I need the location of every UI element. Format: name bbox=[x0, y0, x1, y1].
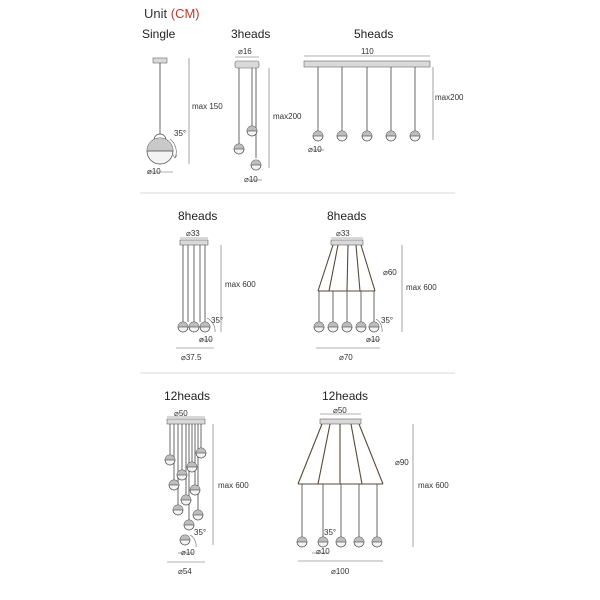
eight-b-bulb-2 bbox=[328, 322, 338, 332]
eight-b-bulb-5 bbox=[369, 322, 379, 332]
unit-value: (CM) bbox=[170, 6, 200, 21]
five-heads-title: 5heads bbox=[354, 27, 394, 41]
eight-a-canopy bbox=[180, 240, 208, 245]
twelve-heads-title-a: 12heads bbox=[164, 389, 211, 403]
eight-b-bulb-3 bbox=[342, 322, 352, 332]
single-height-label: max 150 bbox=[192, 102, 223, 111]
twelve-a-angle-label: 35° bbox=[194, 528, 207, 537]
single-title: Single bbox=[142, 27, 176, 41]
five-bulb-4 bbox=[386, 131, 396, 141]
five-bar-canopy bbox=[304, 61, 430, 67]
eight-b-ring-label: ⌀60 bbox=[383, 268, 397, 277]
twelve-a-bottom-bulb bbox=[180, 535, 190, 545]
twelve-a-diameter-label: ⌀10 bbox=[181, 548, 195, 557]
five-diameter-label: ⌀10 bbox=[308, 145, 322, 154]
five-bulb-1 bbox=[313, 131, 323, 141]
twelve-b-canopy-label: ⌀50 bbox=[333, 406, 347, 415]
twelve-b-height-label: max 600 bbox=[418, 481, 449, 490]
three-heads-title: 3heads bbox=[231, 27, 271, 41]
twelve-b-bulb-5 bbox=[372, 537, 382, 547]
twelve-b-overall-label: ⌀100 bbox=[331, 567, 350, 576]
single-globe-top bbox=[147, 138, 173, 151]
eight-a-angle-label: 35° bbox=[211, 316, 224, 325]
single-diameter-label: ⌀10 bbox=[147, 167, 161, 176]
twelve-heads-title-b: 12heads bbox=[322, 389, 369, 403]
single-angle-label: 35° bbox=[174, 129, 187, 138]
eight-a-bulb-1 bbox=[178, 322, 188, 332]
eight-a-diameter-label: ⌀10 bbox=[199, 335, 213, 344]
five-width-label: 110 bbox=[361, 47, 374, 56]
three-canopy-label: ⌀16 bbox=[238, 47, 252, 56]
eight-b-canopy bbox=[331, 240, 363, 245]
eight-heads-drawing-b bbox=[314, 238, 402, 348]
five-height-label: max200 bbox=[435, 93, 464, 102]
three-heads-drawing bbox=[234, 57, 269, 180]
twelve-b-ring-label: ⌀90 bbox=[395, 458, 409, 467]
eight-a-canopy-label: ⌀33 bbox=[186, 229, 200, 238]
twelve-a-canopy bbox=[167, 419, 205, 424]
eight-a-bulb-3 bbox=[200, 322, 210, 332]
eight-heads-title-b: 8heads bbox=[327, 209, 367, 223]
eight-heads-title-a: 8heads bbox=[178, 209, 218, 223]
twelve-b-bulb-2 bbox=[318, 537, 328, 547]
eight-a-bulb-2 bbox=[189, 322, 199, 332]
twelve-b-diameter-label: ⌀10 bbox=[316, 547, 330, 556]
twelve-heads-drawing-a bbox=[165, 417, 213, 562]
eight-b-canopy-label: ⌀33 bbox=[336, 229, 350, 238]
three-height-label: max200 bbox=[273, 112, 302, 121]
eight-b-diameter-label: ⌀10 bbox=[366, 335, 380, 344]
five-heads-drawing bbox=[304, 56, 433, 150]
three-canopy bbox=[235, 61, 259, 68]
twelve-b-bulb-3 bbox=[336, 537, 346, 547]
twelve-a-height-label: max 600 bbox=[218, 481, 249, 490]
eight-b-overall-label: ⌀70 bbox=[339, 353, 353, 362]
three-diameter-label: ⌀10 bbox=[244, 175, 258, 184]
three-bulb-3 bbox=[251, 160, 261, 170]
twelve-a-overall-label: ⌀54 bbox=[178, 567, 192, 576]
single-pendant-drawing bbox=[147, 58, 189, 172]
five-bulb-2 bbox=[337, 131, 347, 141]
three-bulb-1 bbox=[234, 144, 244, 154]
eight-b-bulb-4 bbox=[356, 322, 366, 332]
eight-b-angle-label: 35° bbox=[381, 316, 394, 325]
eight-heads-drawing-a bbox=[176, 238, 224, 348]
eight-b-height-label: max 600 bbox=[406, 283, 437, 292]
twelve-a-canopy-label: ⌀50 bbox=[174, 409, 188, 418]
twelve-b-canopy bbox=[320, 419, 361, 424]
twelve-b-angle-label: 35° bbox=[324, 528, 337, 537]
eight-a-overall-label: ⌀37.5 bbox=[181, 353, 202, 362]
three-bulb-2 bbox=[247, 126, 257, 136]
single-canopy bbox=[153, 58, 167, 63]
unit-text: Unit bbox=[144, 6, 171, 21]
eight-b-bulb-1 bbox=[314, 322, 324, 332]
twelve-b-bulb-1 bbox=[297, 537, 307, 547]
eight-a-height-label: max 600 bbox=[225, 280, 256, 289]
five-bulb-3 bbox=[362, 131, 372, 141]
five-bulb-5 bbox=[410, 131, 420, 141]
twelve-heads-drawing-b bbox=[297, 414, 413, 561]
twelve-b-bulb-4 bbox=[354, 537, 364, 547]
